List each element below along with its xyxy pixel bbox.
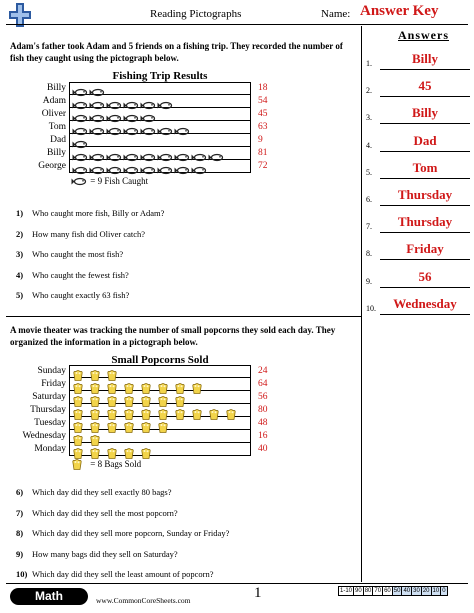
answer-line [380,69,470,70]
row-icons [72,135,89,146]
row-count: 64 [258,379,268,389]
answer-value: Billy [411,51,438,66]
score-cell: 80 [364,588,372,594]
row-count: 72 [258,161,268,171]
answer-number: 1. [366,59,372,68]
answer-row [366,46,470,70]
row-count: 9 [258,135,263,145]
popcorn-key-text: = 8 Bags Sold [90,459,142,469]
pictograph-row [8,443,298,456]
question-text: Who caught exactly 63 fish? [32,290,130,300]
row-label: Monday [34,444,66,454]
pictograph-row [8,404,298,417]
row-icons [72,366,123,377]
question-text: Which day did they sell the most popcorn? [32,507,178,518]
answers-column-divider [361,26,362,582]
answer-line [380,123,470,124]
pictograph-row [8,378,298,391]
answer-value: Thursday [397,187,453,202]
answer-number: 5. [366,167,372,177]
row-label: Friday [41,379,66,389]
row-count: 16 [258,431,268,441]
row-label: Sunday [37,366,66,376]
answer-number: 6. [366,195,372,204]
answer-row [366,155,470,179]
name-label: Name: [321,8,351,20]
fishing-key [71,176,148,186]
row-label: Billy [46,148,66,158]
pictograph-row [8,391,298,404]
question-number: 9) [16,548,24,559]
row-label: Saturday [32,392,66,402]
answer-line [380,205,470,206]
row-icons [72,109,157,120]
question-number: 2) [16,228,24,239]
worksheet-title: Reading Pictographs [150,8,242,20]
popcorn-key [71,459,141,470]
row-icons [72,379,208,390]
question-number: 10) [16,569,28,579]
question [16,528,229,538]
pictograph-row [8,147,298,160]
row-icons [72,161,208,172]
row-label: Tom [48,122,66,132]
question-number: 4) [16,269,24,280]
score-cell: 90 [355,588,362,594]
answer-line [380,287,470,288]
answer-value: Wednesday [393,295,457,311]
page-number: 1 [254,585,262,601]
question [16,569,214,579]
row-icons [72,83,106,94]
row-icons [72,431,106,442]
row-icons [72,148,225,159]
row-label: Wednesday [22,431,66,441]
row-label: George [38,161,66,171]
question [16,290,129,300]
row-count: 24 [258,366,268,376]
score-cell: 10 [432,588,440,594]
pictograph-row [8,160,298,173]
answer-key-label: Answer Key [360,3,439,19]
question [16,229,145,239]
question-text: Which day did they sell exactly 80 bags? [32,487,172,497]
answer-number: 7. [366,222,372,232]
row-box [69,134,251,147]
question-text: Who caught more fish, Billy or Adam? [32,208,165,218]
answer-line [380,259,470,260]
question [16,487,172,497]
question [16,208,164,218]
fish-icon [191,161,208,178]
fishing-key-text: = 9 Fish Caught [90,176,149,186]
popcorn-icon [140,444,157,461]
question [16,508,178,518]
score-cell: 70 [374,588,382,594]
row-count: 56 [258,392,268,402]
question-number: 1) [16,208,24,218]
row-count: 18 [258,83,268,93]
row-count: 48 [258,418,268,428]
question-text: Which day did they sell more popcorn, Sunday or Friday? [32,528,230,538]
answer-value: 56 [418,268,432,284]
question-number: 8) [16,528,24,538]
score-table [338,586,448,596]
answer-row [366,128,470,152]
row-icons [72,444,157,455]
pictograph-row [8,121,298,134]
question-number: 5) [16,290,24,300]
answers-title: Answers [398,28,449,42]
answer-row [366,236,470,260]
row-icons [72,122,191,133]
answer-row [366,100,470,124]
answer-number: 8. [366,249,372,259]
score-cell: 30 [413,588,420,594]
answer-value: Thursday [397,214,453,230]
question-number: 6) [16,487,24,497]
row-icons [72,392,191,403]
score-cell: 1-10 [340,588,353,594]
answer-value: Billy [411,105,438,121]
fish-icon [174,161,191,178]
row-count: 63 [258,122,268,132]
section-divider [6,316,361,317]
pictograph-row [8,82,298,95]
row-label: Thursday [30,405,66,415]
row-count: 54 [258,96,268,106]
row-label: Tuesday [34,418,66,428]
pictograph-row [8,108,298,121]
question-number: 7) [16,507,24,518]
question-text: Who caught the most fish? [32,249,124,259]
answer-value: Friday [406,241,444,257]
question [16,270,129,280]
pictograph-row [8,134,298,147]
row-label: Dad [50,135,66,145]
question-text: How many bags did they sell on Saturday? [32,548,178,559]
answer-row [366,291,470,315]
answer-row [366,209,470,233]
question [16,549,178,559]
question-text: Who caught the fewest fish? [32,269,129,280]
question-text: Which day did they sell the least amount of popcorn? [32,569,214,579]
question-text: How many fish did Oliver catch? [32,228,146,239]
row-count: 45 [258,109,268,119]
fish-icon [71,176,88,186]
answer-number: 2. [366,86,372,96]
row-icons [72,96,174,107]
answer-number: 10. [366,303,376,313]
problem1-intro: Adam's father took Adam and 5 friends on a fishing trip. They recorded the number of fish they caught using the pictograph below. [10,41,343,63]
row-label: Adam [42,96,66,106]
question [16,249,123,259]
pictograph-row [8,417,298,430]
pictograph-row [8,95,298,108]
pictograph-row [8,430,298,443]
answer-value: Dad [413,132,437,148]
answer-value: 45 [418,78,432,94]
answer-line [380,178,470,179]
header-divider [6,24,468,25]
answer-line [380,314,470,315]
row-label: Billy [46,83,66,93]
subject-badge: Math [10,588,88,605]
score-cell: 20 [422,588,430,594]
problem2-intro: A movie theater was tracking the number of small popcorns they sold each day. They organized the information in a pictograph below. [10,325,336,347]
popcorn-chart-title: Small Popcorns Sold [111,354,209,366]
answer-number: 9. [366,276,372,286]
answer-row [366,264,470,288]
fishing-chart-title: Fishing Trip Results [112,70,208,82]
question-number: 3) [16,249,24,259]
row-count: 80 [258,405,268,415]
answer-number: 4. [366,140,372,150]
footer-divider [6,583,468,584]
row-icons [72,405,242,416]
answer-number: 3. [366,113,372,123]
answer-line [380,232,470,233]
score-cell: 50 [393,588,401,594]
score-cell: 0 [442,588,446,594]
pictograph-row [8,365,298,378]
row-count: 40 [258,444,268,454]
fish-icon [157,161,174,178]
popcorn-icon [71,459,88,469]
site-url: www.CommonCoreSheets.com [96,596,191,605]
score-cell: 40 [403,588,411,594]
answer-value: Tom [412,159,438,175]
answer-row [366,182,470,206]
answer-line [380,96,470,97]
row-icons [72,418,174,429]
score-cell: 60 [384,588,391,594]
answer-row [366,73,470,97]
row-count: 81 [258,148,268,158]
row-label: Oliver [41,109,66,119]
answer-line [380,151,470,152]
